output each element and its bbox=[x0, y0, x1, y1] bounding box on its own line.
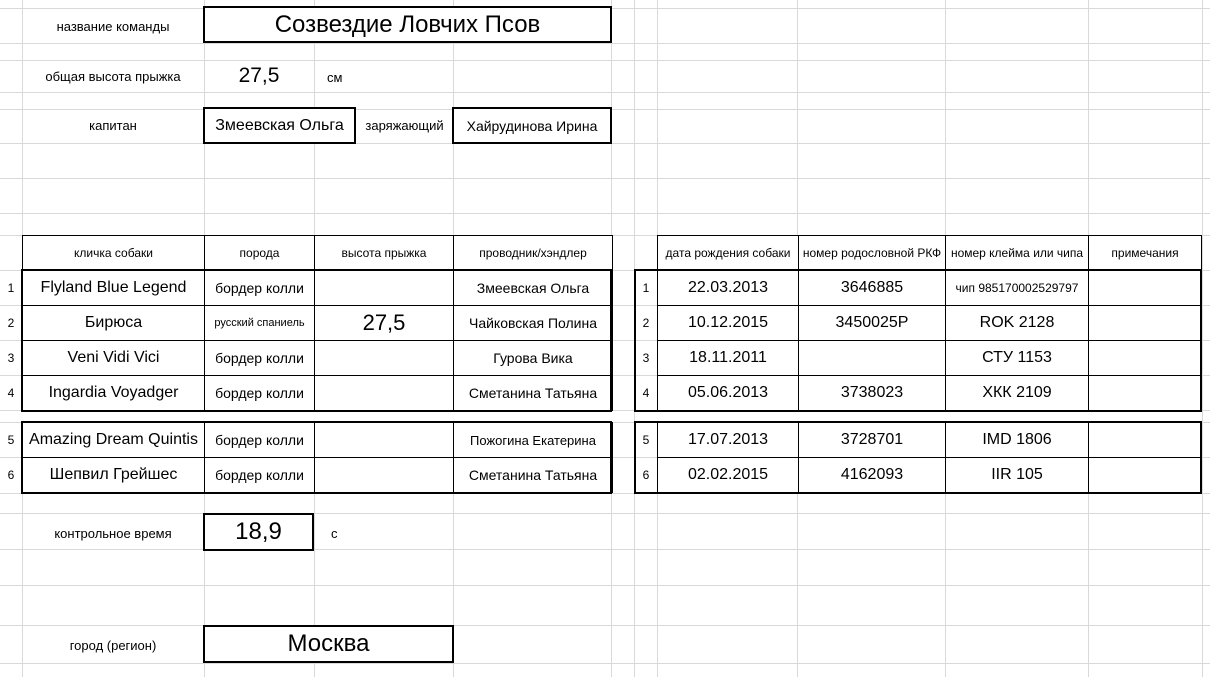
dog-row bbox=[23, 271, 613, 306]
jump-height-label: общая высота прыжка bbox=[45, 68, 181, 84]
dog-name-cell[interactable]: Amazing Dream Quintis bbox=[23, 423, 205, 458]
header-birth-date: дата рождения собаки bbox=[658, 236, 799, 271]
notes-cell[interactable] bbox=[1089, 341, 1202, 376]
header-breed: порода bbox=[205, 236, 315, 271]
birth-date-cell[interactable]: 17.07.2013 bbox=[658, 423, 799, 458]
control-time-field[interactable]: 18,9 bbox=[203, 513, 314, 551]
header-jump-height: высота прыжка bbox=[315, 236, 454, 271]
notes-cell[interactable] bbox=[1089, 423, 1202, 458]
birth-date-cell[interactable]: 22.03.2013 bbox=[658, 271, 799, 306]
header-handler: проводник/хэндлер bbox=[454, 236, 613, 271]
notes-cell[interactable] bbox=[1089, 306, 1202, 341]
pedigree-cell[interactable]: 4162093 bbox=[799, 458, 946, 493]
dog-name-cell[interactable]: Бирюса bbox=[23, 306, 205, 341]
loader-field[interactable]: Хайрудинова Ирина bbox=[452, 107, 612, 144]
breed-cell[interactable]: русский спаниель bbox=[205, 306, 315, 341]
dog-details-row bbox=[658, 306, 1202, 341]
header-notes: примечания bbox=[1089, 236, 1202, 271]
jump-height-cell[interactable] bbox=[315, 271, 454, 306]
pedigree-cell[interactable] bbox=[799, 341, 946, 376]
chip-cell[interactable]: IMD 1806 bbox=[946, 423, 1089, 458]
chip-cell[interactable]: ХКК 2109 bbox=[946, 376, 1089, 411]
breed-cell[interactable]: бордер колли bbox=[205, 458, 315, 493]
row-number: 3 bbox=[642, 351, 650, 365]
breed-cell[interactable]: бордер колли bbox=[205, 376, 315, 411]
dog-details-row bbox=[658, 271, 1202, 306]
birth-date-cell[interactable]: 10.12.2015 bbox=[658, 306, 799, 341]
team-name-label: название команды bbox=[56, 19, 170, 34]
handler-cell[interactable]: Змеевская Ольга bbox=[454, 271, 613, 306]
breed-cell[interactable]: бордер колли bbox=[205, 423, 315, 458]
row-number: 6 bbox=[642, 468, 650, 482]
dog-details-row bbox=[658, 376, 1202, 411]
dog-row bbox=[23, 376, 613, 411]
chip-cell[interactable]: СТУ 1153 bbox=[946, 341, 1089, 376]
dog-name-cell[interactable]: Veni Vidi Vici bbox=[23, 341, 205, 376]
breed-cell[interactable]: бордер колли bbox=[205, 271, 315, 306]
jump-height-cell[interactable] bbox=[315, 458, 454, 493]
handler-cell[interactable]: Сметанина Татьяна bbox=[454, 376, 613, 411]
pedigree-cell[interactable]: 3646885 bbox=[799, 271, 946, 306]
city-field[interactable]: Москва bbox=[203, 625, 454, 663]
dog-row bbox=[23, 306, 613, 341]
chip-cell[interactable]: ROK 2128 bbox=[946, 306, 1089, 341]
pedigree-cell[interactable]: 3738023 bbox=[799, 376, 946, 411]
birth-date-cell[interactable]: 18.11.2011 bbox=[658, 341, 799, 376]
row-number: 1 bbox=[642, 281, 650, 295]
header-chip: номер клейма или чипа bbox=[946, 236, 1089, 271]
row-number: 2 bbox=[7, 316, 15, 330]
dog-name-cell[interactable]: Ingardia Voyadger bbox=[23, 376, 205, 411]
dog-row bbox=[23, 458, 613, 493]
birth-date-cell[interactable]: 05.06.2013 bbox=[658, 376, 799, 411]
dog-name-cell[interactable]: Flyland Blue Legend bbox=[23, 271, 205, 306]
loader-label: заряжающий bbox=[365, 118, 444, 133]
dog-name-cell[interactable]: Шепвил Грейшес bbox=[23, 458, 205, 493]
chip-cell[interactable]: IIR 105 bbox=[946, 458, 1089, 493]
notes-cell[interactable] bbox=[1089, 458, 1202, 493]
notes-cell[interactable] bbox=[1089, 376, 1202, 411]
jump-height-cell[interactable]: 27,5 bbox=[315, 306, 454, 341]
header-pedigree: номер родословной РКФ bbox=[799, 236, 946, 271]
dog-details-row bbox=[658, 458, 1202, 493]
pedigree-cell[interactable]: 3450025Р bbox=[799, 306, 946, 341]
dog-row bbox=[23, 423, 613, 458]
handler-cell[interactable]: Пожогина Екатерина bbox=[454, 423, 613, 458]
row-number: 6 bbox=[7, 468, 15, 482]
row-number: 5 bbox=[642, 433, 650, 447]
row-number: 2 bbox=[642, 316, 650, 330]
handler-cell[interactable]: Чайковская Полина bbox=[454, 306, 613, 341]
captain-label: капитан bbox=[89, 118, 137, 133]
row-number: 1 bbox=[7, 281, 15, 295]
row-number: 4 bbox=[642, 386, 650, 400]
control-time-label: контрольное время bbox=[54, 526, 172, 541]
dog-details-row bbox=[658, 341, 1202, 376]
header-dog-name: кличка собаки bbox=[23, 236, 205, 271]
jump-height-value[interactable]: 27,5 bbox=[238, 64, 280, 87]
team-name-field[interactable]: Созвездие Ловчих Псов bbox=[203, 6, 612, 43]
dogs-table bbox=[22, 235, 613, 493]
handler-cell[interactable]: Сметанина Татьяна bbox=[454, 458, 613, 493]
birth-date-cell[interactable]: 02.02.2015 bbox=[658, 458, 799, 493]
jump-height-cell[interactable] bbox=[315, 376, 454, 411]
dog-details-table bbox=[657, 235, 1202, 493]
handler-cell[interactable]: Гурова Вика bbox=[454, 341, 613, 376]
dog-row bbox=[23, 341, 613, 376]
chip-cell[interactable]: чип 985170002529797 bbox=[946, 271, 1089, 306]
dog-details-table-header bbox=[658, 236, 1202, 271]
row-number: 3 bbox=[7, 351, 15, 365]
pedigree-cell[interactable]: 3728701 bbox=[799, 423, 946, 458]
dogs-table-header bbox=[23, 236, 613, 271]
control-time-unit: с bbox=[331, 526, 338, 541]
row-number: 5 bbox=[7, 433, 15, 447]
jump-height-cell[interactable] bbox=[315, 423, 454, 458]
notes-cell[interactable] bbox=[1089, 271, 1202, 306]
row-number: 4 bbox=[7, 386, 15, 400]
jump-height-unit: см bbox=[327, 69, 343, 85]
jump-height-cell[interactable] bbox=[315, 341, 454, 376]
dog-details-row bbox=[658, 423, 1202, 458]
captain-field[interactable]: Змеевская Ольга bbox=[203, 107, 356, 144]
city-label: город (регион) bbox=[69, 638, 157, 653]
breed-cell[interactable]: бордер колли bbox=[205, 341, 315, 376]
